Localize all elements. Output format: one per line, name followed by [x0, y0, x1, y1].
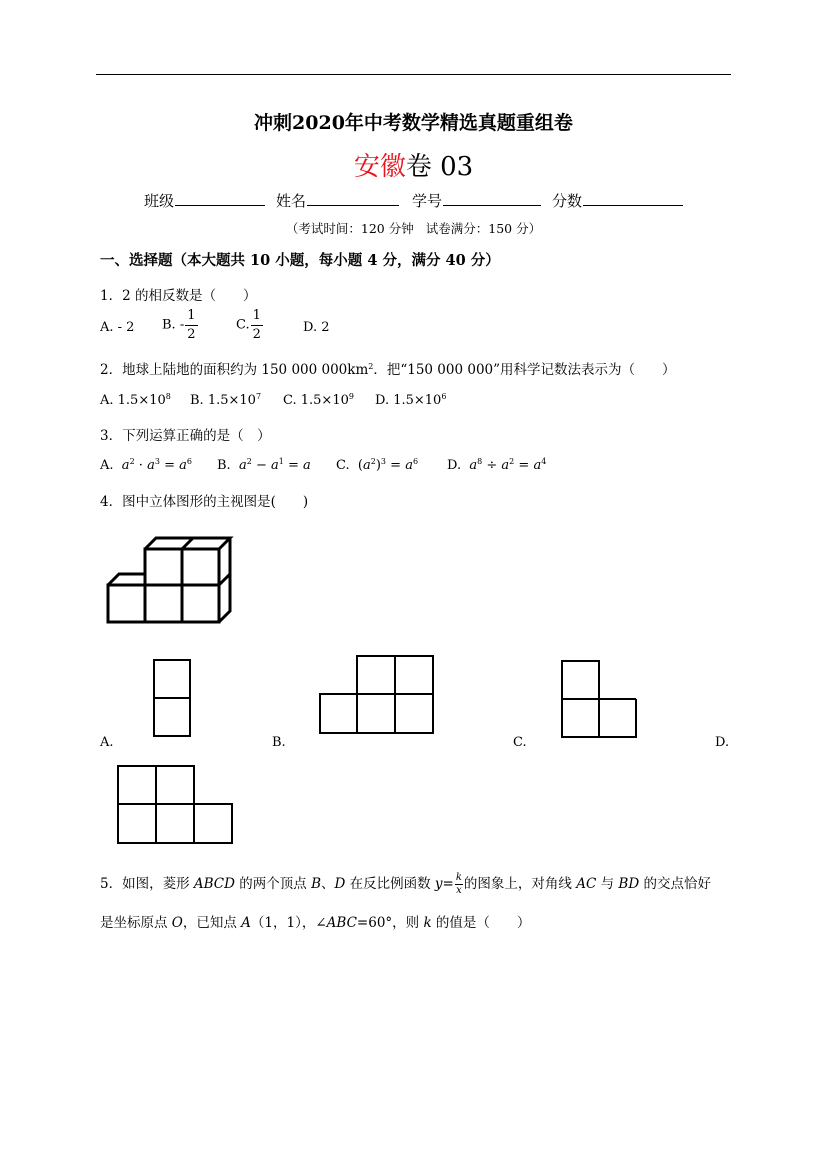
q1-option-d: D. 2: [303, 320, 330, 335]
question-2-stem: 2．地球上陆地的面积约为 150 000 $000km^2$．把“150 000 000”用科学记数法表示为（ ）: [100, 362, 676, 378]
top-rule: [96, 74, 731, 75]
province-name: 安徽: [353, 152, 406, 182]
q1-option-b: B. - $\frac{1}{2}$: [162, 308, 196, 342]
full-score: 试卷满分：150 分）: [425, 221, 542, 236]
question-5-line-1: 5．如图，菱形 ABCD 的两个顶点 B、D 在反比例函数 y= $\frac{k}{x}$ 的图象上，对角线 AC 与 BD 的交点恰好: [100, 871, 711, 896]
score-field[interactable]: 分数: [552, 190, 683, 211]
q4-option-d: D.: [715, 735, 730, 750]
q4-figure-a: [150, 656, 194, 740]
q4-figure-b: [316, 652, 438, 738]
question-3-stem: 3．下列运算正确的是（ ）: [100, 428, 271, 444]
q4-option-a: A.: [100, 735, 114, 750]
q4-option-c: C.: [513, 735, 527, 750]
cube-stack-figure: [100, 530, 240, 630]
class-field[interactable]: 班级: [144, 190, 265, 211]
exam-time: （考试时间：120 分钟: [285, 221, 414, 236]
fraction: $\frac{1}{2}$: [187, 308, 196, 342]
paper-subtitle: [0, 146, 827, 183]
question-4-stem: 4．图中立体图形的主视图是( ): [100, 494, 309, 510]
q2-option-a: A. $1.5\times 10^8$: [100, 392, 171, 408]
student-id-field[interactable]: 学号: [412, 190, 541, 211]
paper-number: 卷 03: [405, 152, 474, 182]
q3-option-a: A. $a^2 \cdot a^3 = a^6$: [100, 457, 192, 473]
fraction: $\frac{k}{x}$: [455, 871, 462, 896]
q4-figure-c: [558, 657, 640, 741]
question-1-stem: 1．2 的相反数是（ ）: [100, 288, 257, 304]
question-5-line-2: 是坐标原点 O，已知点 A（1，1），∠ABC=60°，则 k 的值是（ ）: [100, 915, 531, 931]
q4-figure-d: [114, 762, 238, 848]
exam-meta: [0, 219, 827, 237]
q1-option-c: C. $\frac{1}{2}$: [236, 308, 261, 342]
q2-option-b: B. $1.5\times 10^7$: [190, 392, 262, 408]
name-field[interactable]: 姓名: [276, 190, 399, 211]
q2-option-d: D. $1.5\times 10^6$: [375, 392, 447, 408]
q1-option-a: A. - 2: [100, 320, 135, 335]
q3-option-d: D. $a^8 \div a^2 = a^4$: [447, 457, 547, 473]
q4-option-b: B.: [272, 735, 286, 750]
q3-option-b: B. $a^2 - a^1 = a$: [217, 457, 311, 473]
q2-option-c: C. $1.5\times 10^9$: [283, 392, 354, 408]
fraction: $\frac{1}{2}$: [252, 308, 261, 342]
q3-option-c: C. $(a^2)^3 = a^6$: [336, 457, 419, 473]
section-heading: 一、选择题（本大题共 10 小题，每小题 4 分，满分 40 分）: [100, 252, 500, 269]
paper-title: 冲刺2020年中考数学精选真题重组卷: [254, 112, 573, 134]
